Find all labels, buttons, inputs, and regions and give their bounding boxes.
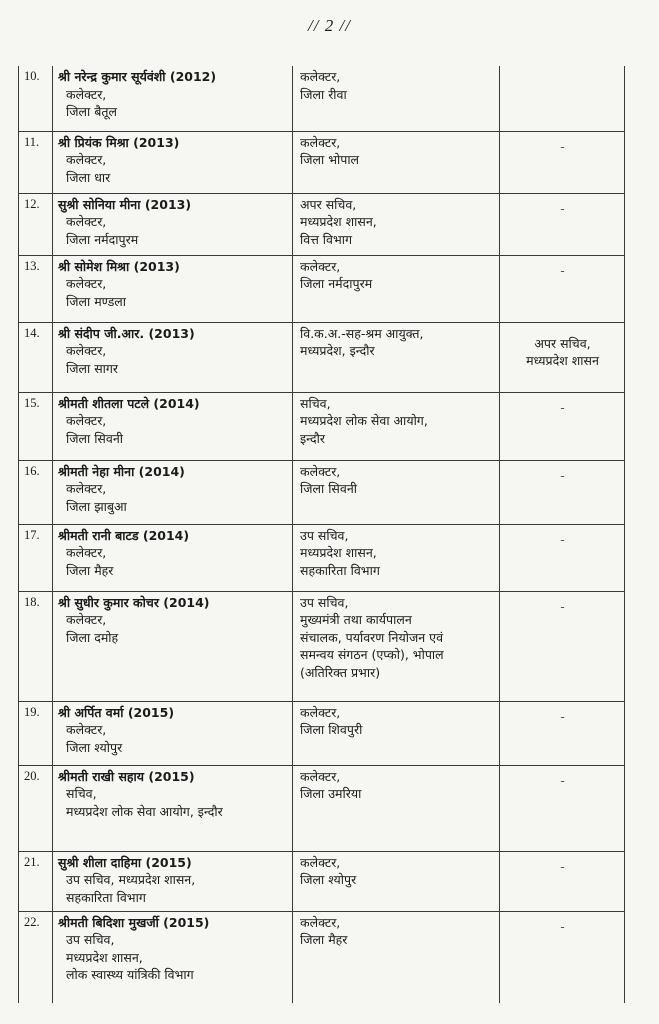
serial-number-cell: 17. — [19, 524, 53, 591]
new-posting-cell — [293, 255, 500, 322]
table-row — [19, 322, 625, 392]
officer-cell — [53, 591, 293, 701]
new-posting-cell — [293, 591, 500, 701]
additional-charge-cell — [500, 460, 625, 524]
new-posting-line: कलेक्टर, — [300, 134, 341, 150]
current-posting-line: मध्यप्रदेश लोक सेवा आयोग, इन्दौर — [66, 803, 223, 819]
table-row — [19, 255, 625, 322]
additional-charge-cell — [500, 524, 625, 591]
table-row — [19, 66, 625, 131]
dash-placeholder: - — [560, 262, 565, 278]
serial-number-cell: 14. — [19, 322, 53, 392]
current-posting-line: जिला सिवनी — [66, 430, 124, 446]
current-posting-line: जिला श्योपुर — [66, 739, 123, 755]
officer-name: श्रीमती रानी बाटड (2014) — [58, 527, 190, 543]
new-posting-line: मध्यप्रदेश शासन, — [300, 214, 377, 229]
additional-charge-cell — [500, 322, 625, 392]
new-posting-line: जिला शिवपुरी — [300, 722, 363, 737]
officer-name: श्रीमती राखी सहाय (2015) — [58, 768, 195, 784]
table-row — [19, 392, 625, 460]
officer-cell — [53, 701, 293, 765]
officer-name: श्रीमती नेहा मीना (2014) — [58, 463, 185, 479]
table-body — [19, 66, 625, 1003]
serial-number-cell: 21. — [19, 851, 53, 911]
officer-name: श्रीमती शीतला पटले (2014) — [58, 395, 200, 411]
new-posting-line: जिला रीवा — [300, 86, 347, 102]
additional-charge-cell — [500, 765, 625, 851]
table-row — [19, 851, 625, 911]
additional-charge-cell — [500, 911, 625, 1003]
dash-placeholder: - — [560, 200, 565, 216]
current-posting-line: उप सचिव, मध्यप्रदेश शासन, — [66, 872, 196, 887]
additional-charge-line: अपर सचिव, — [534, 335, 591, 351]
officer-cell — [53, 193, 293, 255]
officer-name: श्री सोमेश मिश्रा (2013) — [58, 258, 180, 274]
new-posting-cell — [293, 322, 500, 392]
additional-charge-cell — [500, 392, 625, 460]
additional-charge-cell — [500, 255, 625, 322]
serial-number-cell: 10. — [19, 66, 53, 131]
current-posting-line: जिला सागर — [66, 360, 119, 376]
new-posting-cell — [293, 66, 500, 131]
current-posting-line: जिला मण्डला — [66, 293, 127, 309]
current-posting-line: जिला धार — [66, 169, 111, 185]
dash-placeholder: - — [560, 598, 565, 614]
table-row — [19, 765, 625, 851]
dash-placeholder: - — [560, 399, 565, 415]
officer-name: श्री प्रियंक मिश्रा (2013) — [58, 134, 180, 150]
page-number-header: // 2 // — [308, 16, 351, 35]
officer-cell — [53, 392, 293, 460]
new-posting-line: उप सचिव, — [300, 527, 349, 543]
officer-cell — [53, 131, 293, 193]
new-posting-line: मुख्यमंत्री तथा कार्यपालन — [300, 612, 412, 627]
new-posting-line: अपर सचिव, — [300, 196, 357, 212]
officer-cell — [53, 66, 293, 131]
new-posting-cell — [293, 392, 500, 460]
new-posting-cell — [293, 851, 500, 911]
current-posting-line: कलेक्टर, — [66, 481, 107, 496]
current-posting-line: उप सचिव, — [66, 932, 115, 947]
additional-charge-line: मध्यप्रदेश शासन — [526, 353, 599, 368]
new-posting-line: कलेक्टर, — [300, 854, 341, 870]
dash-placeholder: - — [560, 531, 565, 547]
current-posting-line: कलेक्टर, — [66, 612, 107, 627]
new-posting-cell — [293, 460, 500, 524]
serial-number-cell: 16. — [19, 460, 53, 524]
new-posting-line: जिला उमरिया — [300, 786, 362, 801]
table-row — [19, 131, 625, 193]
table-row — [19, 591, 625, 701]
additional-charge-cell — [500, 131, 625, 193]
new-posting-cell — [293, 131, 500, 193]
new-posting-line: कलेक्टर, — [300, 69, 341, 84]
transfer-order-table — [18, 66, 625, 1003]
dash-placeholder: - — [560, 138, 565, 154]
serial-number-cell: 22. — [19, 911, 53, 1003]
new-posting-line: जिला सिवनी — [300, 481, 358, 496]
new-posting-cell — [293, 911, 500, 1003]
new-posting-cell — [293, 701, 500, 765]
current-posting-line: लोक स्वास्थ्य यांत्रिकी विभाग — [66, 967, 194, 982]
new-posting-line: वि.क.अ.-सह-श्रम आयुक्त, — [300, 325, 424, 341]
additional-charge-cell — [500, 193, 625, 255]
new-posting-line: मध्यप्रदेश, इन्दौर — [300, 343, 375, 358]
current-posting-line: जिला दमोह — [66, 629, 119, 645]
table-row — [19, 524, 625, 591]
additional-charge-cell — [500, 591, 625, 701]
current-posting-line: सचिव, — [66, 786, 97, 801]
current-posting-line: जिला झाबुआ — [66, 498, 127, 514]
new-posting-line: जिला नर्मदापुरम — [300, 276, 373, 291]
current-posting-line: कलेक्टर, — [66, 343, 107, 358]
new-posting-cell — [293, 193, 500, 255]
new-posting-line: जिला श्योपुर — [300, 872, 357, 887]
new-posting-line: कलेक्टर, — [300, 914, 341, 930]
new-posting-line: सचिव, — [300, 395, 331, 411]
serial-number-cell: 13. — [19, 255, 53, 322]
officer-name: श्री सुधीर कुमार कोचर (2014) — [58, 594, 210, 610]
new-posting-line: कलेक्टर, — [300, 463, 341, 479]
additional-charge-cell — [500, 701, 625, 765]
new-posting-line: संचालक, पर्यावरण नियोजन एवं — [300, 629, 444, 645]
officer-name: सुश्री सोनिया मीना (2013) — [58, 196, 192, 212]
officer-name: श्रीमती बिदिशा मुखर्जी (2015) — [58, 914, 210, 930]
new-posting-line: सहकारिता विभाग — [300, 562, 380, 578]
serial-number-cell: 19. — [19, 701, 53, 765]
current-posting-line: कलेक्टर, — [66, 413, 107, 428]
new-posting-line: (अतिरिक्त प्रभार) — [300, 664, 381, 680]
table-row — [19, 193, 625, 255]
new-posting-line: वित्त विभाग — [300, 231, 353, 247]
new-posting-line: समन्वय संगठन (एप्को), भोपाल — [300, 647, 444, 662]
officer-name: श्री नरेन्द्र कुमार सूर्यवंशी (2012) — [58, 69, 217, 84]
table-row — [19, 911, 625, 1003]
officer-cell — [53, 322, 293, 392]
new-posting-line: मध्यप्रदेश लोक सेवा आयोग, — [300, 413, 428, 428]
current-posting-line: कलेक्टर, — [66, 152, 107, 167]
table-row — [19, 460, 625, 524]
officer-name: श्री अर्पित वर्मा (2015) — [58, 704, 175, 720]
serial-number-cell: 11. — [19, 131, 53, 193]
dash-placeholder: - — [560, 708, 565, 724]
dash-placeholder: - — [560, 858, 565, 874]
current-posting-line: सहकारिता विभाग — [66, 889, 146, 905]
current-posting-line: जिला मैहर — [66, 562, 114, 578]
additional-charge-cell — [500, 66, 625, 131]
new-posting-line: इन्दौर — [300, 430, 325, 446]
current-posting-line: कलेक्टर, — [66, 214, 107, 229]
dash-placeholder: - — [560, 467, 565, 483]
new-posting-line: उप सचिव, — [300, 594, 349, 610]
current-posting-line: कलेक्टर, — [66, 722, 107, 737]
dash-placeholder: - — [560, 918, 565, 934]
new-posting-cell — [293, 524, 500, 591]
new-posting-line: मध्यप्रदेश शासन, — [300, 545, 377, 560]
officer-name: सुश्री शीला दाहिमा (2015) — [58, 854, 192, 870]
new-posting-line: कलेक्टर, — [300, 768, 341, 784]
officer-cell — [53, 765, 293, 851]
dash-placeholder: - — [560, 772, 565, 788]
serial-number-cell: 20. — [19, 765, 53, 851]
current-posting-line: जिला नर्मदापुरम — [66, 231, 139, 247]
current-posting-line: कलेक्टर, — [66, 276, 107, 291]
new-posting-line: जिला भोपाल — [300, 152, 360, 167]
new-posting-cell — [293, 765, 500, 851]
current-posting-line: जिला बैतूल — [66, 104, 117, 119]
officer-cell — [53, 255, 293, 322]
officer-cell — [53, 851, 293, 911]
officer-cell — [53, 524, 293, 591]
serial-number-cell: 12. — [19, 193, 53, 255]
current-posting-line: कलेक्टर, — [66, 545, 107, 560]
officer-name: श्री संदीप जी.आर. (2013) — [58, 325, 195, 341]
table-row — [19, 701, 625, 765]
current-posting-line: कलेक्टर, — [66, 86, 107, 102]
new-posting-line: कलेक्टर, — [300, 258, 341, 274]
officer-cell — [53, 911, 293, 1003]
additional-charge-cell — [500, 851, 625, 911]
officer-cell — [53, 460, 293, 524]
current-posting-line: मध्यप्रदेश शासन, — [66, 949, 143, 965]
new-posting-line: जिला मैहर — [300, 932, 348, 947]
serial-number-cell: 18. — [19, 591, 53, 701]
new-posting-line: कलेक्टर, — [300, 704, 341, 720]
serial-number-cell: 15. — [19, 392, 53, 460]
